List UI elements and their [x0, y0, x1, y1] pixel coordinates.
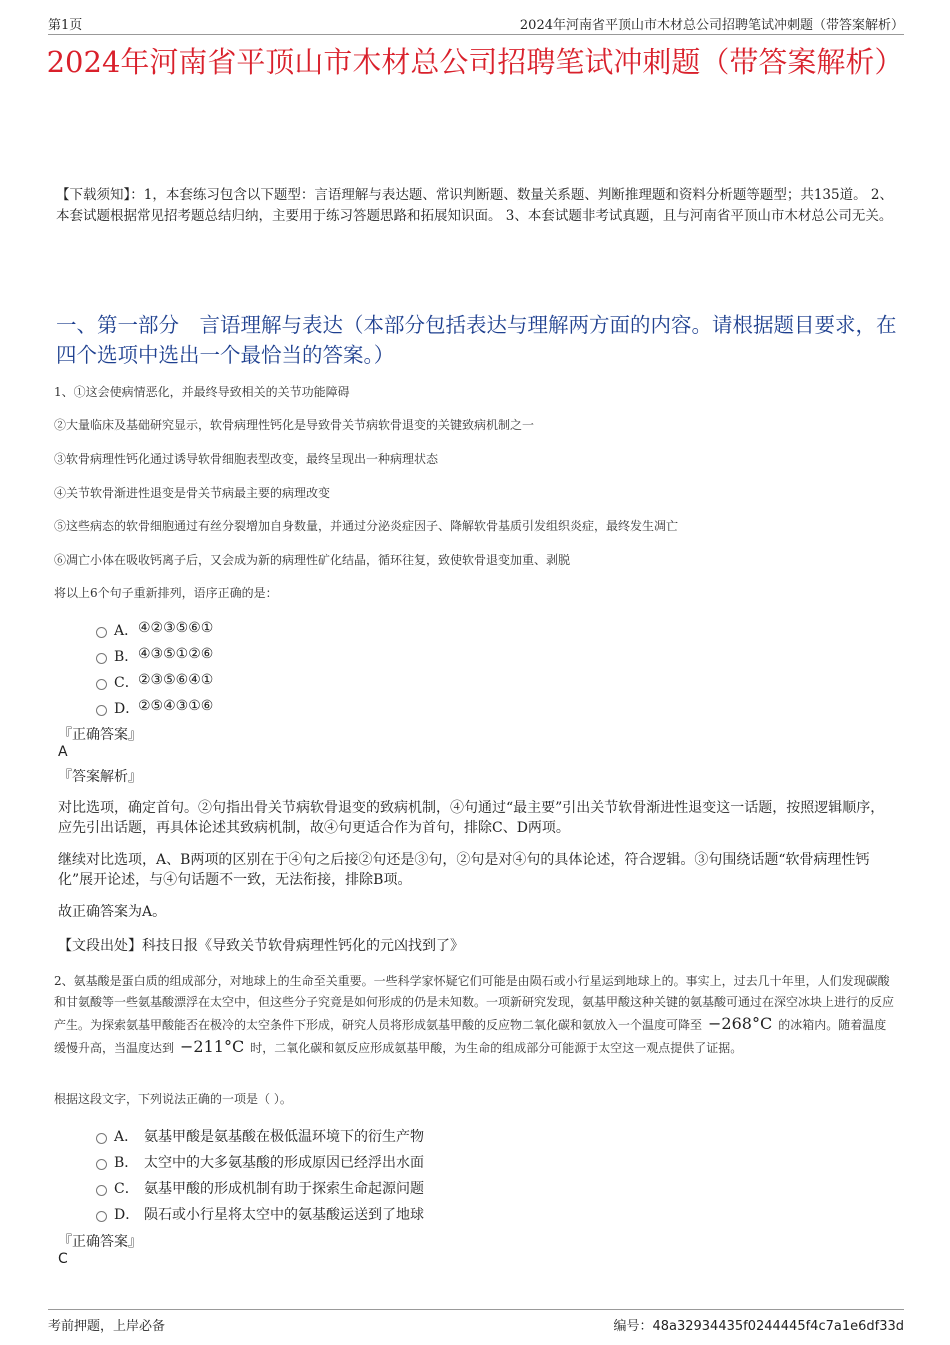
q2-answer-heading: 『正确答案』 — [58, 1234, 142, 1250]
q1-line-6: ⑥凋亡小体在吸收钙离子后，又会成为新的病理性矿化结晶，循环往复，致使软骨退变加重、剥脱 — [54, 553, 571, 567]
page-footer — [48, 1309, 904, 1336]
q1-line-2: ②大量临床及基础研究显示，软骨病理性钙化是导致骨关节病软骨退变的关键致病机制之一 — [54, 418, 535, 432]
footer-slogan: 考前押题，上岸必备 — [48, 1319, 166, 1334]
q2-stem: 2、氨基酸是蛋白质的组成部分，对地球上的生命至关重要。一些科学家怀疑它们可能是由陨石或小行星运到地球上的。事实上，过去几十年里，人们发现碳酸和甘氨酸等一些氨基酸漂浮在太空中，但这些分子究竟是如何形成的仍是未知数。一项新研究发现，氨基甲酸这种关键的氨基酸可通过在深空冰块上进行的反应产生。为探索氨基甲酸能否在极冷的太空条件下形成，研究人员将形成氨基甲酸的反应物二氧化碳和氨放入一个温度可降至 −268°C 的冰箱内。随着温度缓慢升高，当温度达到 −211°C 时，二氧化碳和氨反应形成氨基甲酸，为生命的组成部分可能源于太空这一观点提供了证据。 — [54, 974, 895, 1056]
q2-prompt: 根据这段文字，下列说法正确的一项是（ ）。 — [54, 1092, 292, 1106]
download-notice: 【下载须知】：1，本套练习包含以下题型：言语理解与表达题、常识判断题、数量关系题、判断推理题和资料分析题等题型；共135道。 2、本套试题根据常见招考题总结归纳，主要用于练习答题思路和拓展知识面。 3、本套试题非考试真题，且与河南省平顶山市木材总公司无关。 — [56, 187, 893, 224]
section-heading: 一、第一部分 言语理解与表达（本部分包括表达与理解两方面的内容。请根据题目要求，在四个选项中选出一个最恰当的答案。） — [56, 313, 897, 367]
q1-line-5: ⑤这些病态的软骨细胞通过有丝分裂增加自身数量，并通过分泌炎症因子、降解软骨基质引发组织炎症，最终发生凋亡 — [54, 519, 679, 533]
q1-line-3: ③软骨病理性钙化通过诱导软骨细胞表型改变，最终呈现出一种病理状态 — [54, 452, 439, 466]
radio-icon[interactable] — [96, 627, 107, 638]
q1-answer: A — [58, 744, 68, 760]
document-title: 2024年河南省平顶山市木材总公司招聘笔试冲刺题（带答案解析） — [46, 45, 904, 79]
q1-analysis-para-3: 故正确答案为A。 — [58, 904, 167, 920]
q1-line-1: 1、①这会使病情恶化，并最终导致相关的关节功能障碍 — [54, 385, 350, 399]
radio-icon[interactable] — [96, 1211, 107, 1222]
q1-prompt: 将以上6个句子重新排列，语序正确的是： — [54, 586, 278, 600]
radio-icon[interactable] — [96, 705, 107, 716]
radio-icon[interactable] — [96, 653, 107, 664]
radio-icon[interactable] — [96, 1133, 107, 1144]
q1-answer-heading: 『正确答案』 — [58, 727, 142, 743]
q1-analysis-para-2: 继续对比选项，A、B两项的区别在于④句之后接②句还是③句，②句是对④句的具体论述，符合逻辑。③句围绕话题“软骨病理性钙化”展开论述，与④句话题不一致，无法衔接，排除B项。 — [58, 852, 870, 888]
q1-analysis-para-1: 对比选项，确定首句。②句指出骨关节病软骨退变的致病机制，④句通过“最主要”引出关节软骨渐进性退变这一话题，按照逻辑顺序，应先引出话题，再具体论述其致病机制，故④句更适合作为首句，排除C、D两项。 — [58, 800, 885, 836]
header-doc-title: 2024年河南省平顶山市木材总公司招聘笔试冲刺题（带答案解析） — [519, 18, 904, 33]
page-number: 第1页 — [48, 18, 83, 33]
q1-source: 【文段出处】科技日报《导致关节软骨病理性钙化的元凶找到了》 — [58, 938, 464, 954]
temperature-low: −268°C — [708, 1014, 773, 1033]
q1-analysis-heading: 『答案解析』 — [58, 769, 142, 785]
page-header — [48, 14, 904, 35]
radio-icon[interactable] — [96, 1185, 107, 1196]
q2-answer: C — [58, 1251, 68, 1267]
q1-line-4: ④关节软骨渐进性退变是骨关节病最主要的病理改变 — [54, 486, 331, 500]
footer-code: 编号：48a32934435f0244445f4c7a1e6df33d — [613, 1319, 904, 1334]
radio-icon[interactable] — [96, 679, 107, 690]
temperature-reaction: −211°C — [180, 1037, 245, 1056]
radio-icon[interactable] — [96, 1159, 107, 1170]
